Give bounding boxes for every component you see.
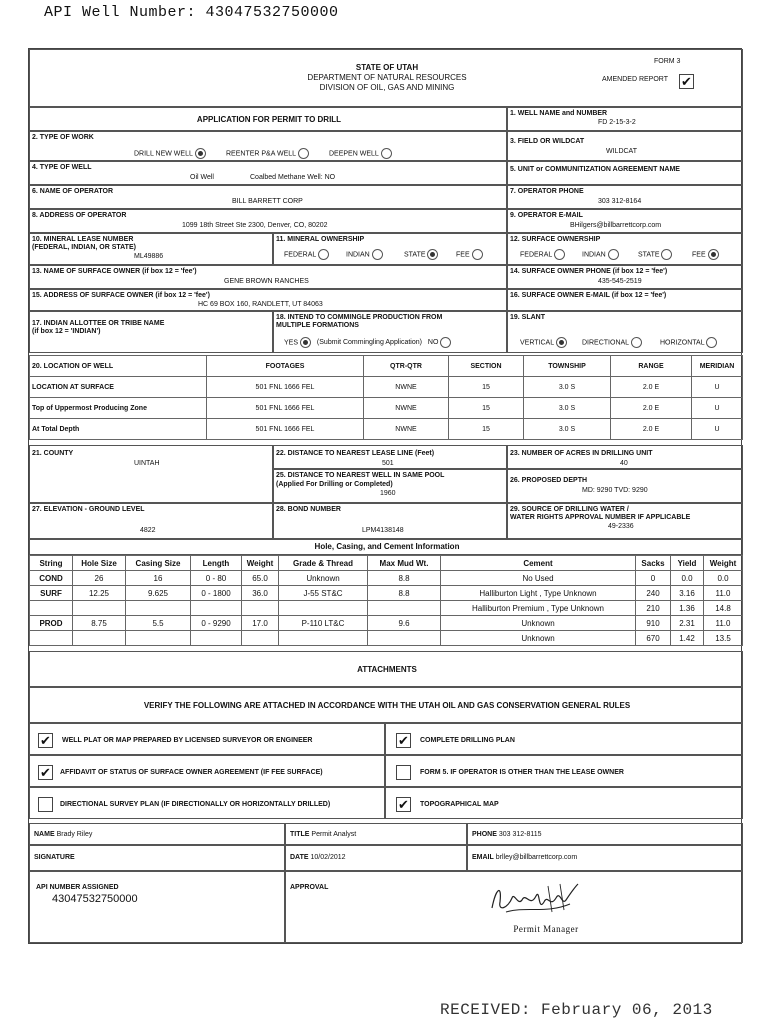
mineral-fee-radio[interactable] [472,249,483,260]
field-2 [29,131,507,161]
verify-cell [29,687,743,723]
field-16-label: 16. SURFACE OWNER E-MAIL (if box 12 = 'fee') [510,292,667,299]
yield-cell: 3.16 [671,586,704,601]
mineral-state-label: STATE [404,251,426,259]
slant-directional-radio[interactable] [631,337,642,348]
meridian-cell: U [692,377,743,398]
field-5 [507,161,743,185]
field-10-label: 10. MINERAL LEASE NUMBER [32,236,134,243]
field-14-label: 14. SURFACE OWNER PHONE (if box 12 = 'fee') [510,268,668,275]
api-assigned-value: 43047532750000 [52,893,138,905]
field-4 [29,161,507,185]
field-23-label: 23. NUMBER OF ACRES IN DRILLING UNIT [510,450,653,457]
section-col-header: SECTION [449,356,524,377]
attachment-1-label: WELL PLAT OR MAP PREPARED BY LICENSED SURVEYOR OR ENGINEER [62,737,313,744]
casing-size-cell: 9.625 [126,586,191,601]
approval-signature [486,878,586,920]
field-28 [273,503,507,539]
field-17 [29,311,273,353]
work-option-deepen [329,148,392,159]
field-3 [507,131,743,161]
cement-weight-cell: 0.0 [704,571,743,586]
table-row [30,616,743,631]
string-col-header: String [30,556,73,571]
field-26 [507,469,743,503]
field-29 [507,503,743,539]
weight-cell [242,631,279,646]
sacks-col-header: Sacks [636,556,671,571]
table-row [30,586,743,601]
slant-horizontal-radio[interactable] [706,337,717,348]
mineral-federal-radio[interactable] [318,249,329,260]
bond-number-value: LPM4138148 [362,527,404,534]
grade-cell: Unknown [279,571,368,586]
proposed-depth-value: MD: 9290 TVD: 9290 [582,487,648,494]
surface-state-label: STATE [638,251,660,259]
field-29-sublabel: WATER RIGHTS APPROVAL NUMBER IF APPLICABLE [510,514,691,521]
hole-size-cell: 8.75 [73,616,126,631]
field-6-label: 6. NAME OF OPERATOR [32,188,114,195]
grade-cell [279,601,368,616]
table-row [30,377,743,398]
field-18-sublabel: MULTIPLE FORMATIONS [276,322,359,329]
string-cell: COND [30,571,73,586]
field-25-sublabel: (Applied For Drilling or Completed) [276,481,393,488]
casing-size-col-header: Casing Size [126,556,191,571]
surface-indian-label: INDIAN [582,251,606,259]
length-col-header: Length [191,556,242,571]
nearest-well-value: 1960 [380,490,396,497]
form-number: FORM 3 [654,58,681,65]
casing-title: Hole, Casing, and Cement Information [314,542,460,551]
weight-cell: 65.0 [242,571,279,586]
yield-cell: 1.36 [671,601,704,616]
hole-size-col-header: Hole Size [73,556,126,571]
api-well-number-header: API Well Number: 43047532750000 [44,4,339,21]
yield-cell: 2.31 [671,616,704,631]
phone-label: PHONE [472,831,497,838]
field-14 [507,265,743,289]
field-25-label: 25. DISTANCE TO NEAREST WELL IN SAME POOL [276,472,445,479]
field-10-sublabel: (FEDERAL, INDIAN, OR STATE) [32,244,136,251]
cement-weight-cell: 14.8 [704,601,743,616]
signature-label: SIGNATURE [34,854,75,861]
phone-value: 303 312-8115 [498,831,542,838]
attachments-title-cell [29,651,743,687]
deepen-radio[interactable] [381,148,392,159]
email-cell [467,845,743,871]
field-9-label: 9. OPERATOR E-MAIL [510,212,583,219]
footages-cell: 501 FNL 1666 FEL [207,419,364,440]
meridian-col-header: MERIDIAN [692,356,743,377]
cement-weight-cell: 11.0 [704,616,743,631]
name-label: NAME [34,831,55,838]
attachment-1-checkbox[interactable]: ✔ [38,733,53,748]
field-26-label: 26. PROPOSED DEPTH [510,477,588,484]
field-29-label: 29. SOURCE OF DRILLING WATER / [510,506,629,513]
commingle-yes-label: YES [284,339,299,347]
attachment-4-label: FORM 5. IF OPERATOR IS OTHER THAN THE LEASE OWNER [420,769,624,776]
verify-text: VERIFY THE FOLLOWING ARE ATTACHED IN ACCORDANCE WITH THE UTAH OIL AND GAS CONSERVATION GENERAL RULES [143,701,631,710]
attachment-3-label: AFFIDAVIT OF STATUS OF SURFACE OWNER AGREEMENT (IF FEE SURFACE) [60,769,323,776]
casing-size-cell: 16 [126,571,191,586]
location-cell: LOCATION AT SURFACE [30,377,207,398]
field-5-label: 5. UNIT or COMMUNITIZATION AGREEMENT NAME [510,166,680,173]
grade-cell [279,631,368,646]
api-assigned-label: API NUMBER ASSIGNED [36,884,119,891]
table-row [30,398,743,419]
sacks-cell: 670 [636,631,671,646]
slant-directional-label: DIRECTIONAL [582,339,629,347]
grade-cell: J-55 ST&C [279,586,368,601]
range-col-header: RANGE [611,356,692,377]
field-10 [29,233,273,265]
string-cell [30,631,73,646]
work-option-drill-new [134,148,206,159]
cement-cell: Halliburton Premium , Type Unknown [441,601,636,616]
application-title: APPLICATION FOR PERMIT TO DRILL [196,115,342,124]
cement-weight-col-header: Weight [704,556,743,571]
range-cell: 2.0 E [611,377,692,398]
attachment-4 [385,755,743,787]
surface-fee-label: FEE [692,251,706,259]
surface-owner-phone-value: 435-545-2519 [598,278,642,285]
field-1 [507,107,743,131]
field-11 [273,233,507,265]
operator-email-value: BHilgers@billbarrettcorp.com [570,222,662,229]
range-cell: 2.0 E [611,398,692,419]
field-15-label: 15. ADDRESS OF SURFACE OWNER (if box 12 = 'fee') [32,292,210,299]
title-label: TITLE [290,831,310,838]
footages-cell: 501 FNL 1666 FEL [207,398,364,419]
mud-cell: 9.6 [368,616,441,631]
state-title: STATE OF UTAH [355,63,419,72]
casing-size-cell [126,601,191,616]
table-row [30,631,743,646]
attachment-6-label: TOPOGRAPHICAL MAP [420,801,499,808]
cement-cell: No Used [441,571,636,586]
length-cell: 0 - 1800 [191,586,242,601]
section-cell: 15 [449,377,524,398]
field-7 [507,185,743,209]
location-cell: Top of Uppermost Producing Zone [30,398,207,419]
date-label: DATE [290,854,309,861]
weight-cell [242,601,279,616]
mud-cell [368,601,441,616]
surface-fee-radio[interactable] [708,249,719,260]
attachment-5 [29,787,385,819]
lease-line-value: 501 [382,460,394,467]
drill-new-well-radio[interactable] [195,148,206,159]
township-cell: 3.0 S [524,419,611,440]
field-17-label: 17. INDIAN ALLOTTEE OR TRIBE NAME [32,320,165,327]
cement-weight-cell: 11.0 [704,586,743,601]
length-cell [191,601,242,616]
surface-indian-radio[interactable] [608,249,619,260]
field-19 [507,311,743,353]
coalbed-value: Coalbed Methane Well: NO [250,174,336,181]
water-rights-value: 49-2336 [608,523,634,530]
drill-new-well-label: DRILL NEW WELL [134,150,193,158]
field-25 [273,469,507,503]
phone-cell [467,823,743,845]
yield-cell: 0.0 [671,571,704,586]
casing-size-cell [126,631,191,646]
qtr-cell: NWNE [364,398,449,419]
mineral-federal-label: FEDERAL [284,251,317,259]
field-18-label: 18. INTEND TO COMMINGLE PRODUCTION FROM [276,314,443,321]
field-8-label: 8. ADDRESS OF OPERATOR [32,212,127,219]
field-22 [273,445,507,469]
sacks-cell: 210 [636,601,671,616]
mud-cell: 8.8 [368,571,441,586]
field-23 [507,445,743,469]
operator-name-value: BILL BARRETT CORP [232,198,303,205]
attachment-6 [385,787,743,819]
string-cell: PROD [30,616,73,631]
hole-size-cell [73,601,126,616]
attachment-2-checkbox[interactable]: ✔ [396,733,411,748]
location-header-row [30,356,743,377]
date-cell [285,845,467,871]
hole-size-cell: 12.25 [73,586,126,601]
title-value: Permit Analyst [311,831,357,838]
cement-col-header: Cement [441,556,636,571]
table-row [30,571,743,586]
qtr-cell: NWNE [364,377,449,398]
footages-cell: 501 FNL 1666 FEL [207,377,364,398]
date-value: 10/02/2012 [310,854,346,861]
meridian-cell: U [692,419,743,440]
surface-owner-address-value: HC 69 BOX 160, RANDLETT, UT 84063 [198,301,323,308]
division-title: DIVISION OF OIL, GAS AND MINING [319,83,455,92]
received-stamp: RECEIVED: February 06, 2013 [440,1001,713,1019]
field-9 [507,209,743,233]
casing-header-row [30,556,743,571]
attachment-5-checkbox[interactable] [38,797,53,812]
location-cell: At Total Depth [30,419,207,440]
attachment-3 [29,755,385,787]
commingle-yes-radio[interactable] [300,337,311,348]
section-cell: 15 [449,419,524,440]
field-12 [507,233,743,265]
table-row [30,419,743,440]
attachment-1 [29,723,385,755]
deepen-label: DEEPEN WELL [329,150,379,158]
table-row [30,601,743,616]
field-28-label: 28. BOND NUMBER [276,506,341,513]
casing-table [29,555,743,646]
utah-form-3 [28,48,742,944]
amended-report-checkbox[interactable]: ✔ [679,74,694,89]
name-value: Brady Riley [56,831,93,838]
operator-phone-value: 303 312-8164 [598,198,642,205]
township-cell: 3.0 S [524,377,611,398]
length-cell [191,631,242,646]
surface-federal-label: FEDERAL [520,251,553,259]
field-21-label: 21. COUNTY [32,450,74,457]
surface-federal-radio[interactable] [554,249,565,260]
field-7-label: 7. OPERATOR PHONE [510,188,584,195]
cement-cell: Unknown [441,616,636,631]
mud-cell [368,631,441,646]
operator-address-value: 1099 18th Street Ste 2300, Denver, CO, 80202 [182,222,328,229]
county-value: UINTAH [134,460,160,467]
yield-cell: 1.42 [671,631,704,646]
mineral-fee-label: FEE [456,251,470,259]
cement-weight-cell: 13.5 [704,631,743,646]
elevation-value: 4822 [140,527,156,534]
email-value: brlley@billbarrettcorp.com [495,854,578,861]
cement-cell: Unknown [441,631,636,646]
cement-cell: Halliburton Light , Type Unknown [441,586,636,601]
field-2-label: 2. TYPE OF WORK [32,134,94,141]
field-22-label: 22. DISTANCE TO NEAREST LEASE LINE (Feet) [276,450,435,457]
permit-manager-caption: Permit Manager [513,924,579,934]
field-17-sublabel: (if box 12 = 'INDIAN') [32,328,101,335]
field-13-label: 13. NAME OF SURFACE OWNER (if box 12 = 'fee') [32,268,197,275]
signature-cell [29,845,285,871]
string-cell: SURF [30,586,73,601]
department-title: DEPARTMENT OF NATURAL RESOURCES [307,73,467,82]
field-wildcat-value: WILDCAT [606,148,637,155]
footages-col-header: FOOTAGES [207,356,364,377]
location-table [29,355,743,440]
length-cell: 0 - 9290 [191,616,242,631]
field-21 [29,445,273,503]
commingle-submit-note: (Submit Commingling Application) [316,339,422,347]
mud-col-header: Max Mud Wt. [368,556,441,571]
casing-size-cell: 5.5 [126,616,191,631]
surface-owner-value: GENE BROWN RANCHES [224,278,309,285]
weight-cell: 36.0 [242,586,279,601]
amended-report-label: AMENDED REPORT [602,76,668,83]
weight-cell: 17.0 [242,616,279,631]
slant-horizontal-label: HORIZONTAL [660,339,705,347]
work-option-reenter [226,148,309,159]
field-4-label: 4. TYPE OF WELL [32,164,92,171]
field-15 [29,289,507,311]
attachment-2-label: COMPLETE DRILLING PLAN [420,737,515,744]
approval-cell [285,871,743,943]
reenter-radio[interactable] [298,148,309,159]
well-type-value: Oil Well [190,174,214,181]
hole-size-cell: 26 [73,571,126,586]
field-16 [507,289,743,311]
commingle-no-label: NO [427,339,439,347]
grade-col-header: Grade & Thread [279,556,368,571]
slant-vertical-radio[interactable] [556,337,567,348]
string-cell [30,601,73,616]
commingle-no-radio[interactable] [440,337,451,348]
casing-title-cell [29,539,743,555]
mineral-indian-label: INDIAN [346,251,370,259]
sacks-cell: 910 [636,616,671,631]
grade-cell: P-110 LT&C [279,616,368,631]
mud-cell: 8.8 [368,586,441,601]
yield-col-header: Yield [671,556,704,571]
email-label: EMAIL [472,854,494,861]
field-3-label: 3. FIELD OR WILDCAT [510,138,585,145]
sacks-cell: 0 [636,571,671,586]
approval-label: APPROVAL [290,884,329,891]
meridian-cell: U [692,398,743,419]
field-19-label: 19. SLANT [510,314,546,321]
qtr-cell: NWNE [364,419,449,440]
qtr-col-header: QTR-QTR [364,356,449,377]
weight-col-header: Weight [242,556,279,571]
field-1-label: 1. WELL NAME and NUMBER [510,110,608,117]
acres-value: 40 [620,460,628,467]
mineral-indian-radio[interactable] [372,249,383,260]
attachment-5-label: DIRECTIONAL SURVEY PLAN (IF DIRECTIONALLY OR HORIZONTALLY DRILLED) [60,801,331,808]
attachment-3-checkbox[interactable]: ✔ [38,765,53,780]
surface-state-radio[interactable] [661,249,672,260]
attachments-title: ATTACHMENTS [357,665,417,674]
township-col-header: TOWNSHIP [524,356,611,377]
mineral-lease-value: ML49886 [134,253,164,260]
section-cell: 15 [449,398,524,419]
hole-size-cell [73,631,126,646]
field-27 [29,503,273,539]
name-cell [29,823,285,845]
attachment-2 [385,723,743,755]
title-cell [285,823,467,845]
field-6 [29,185,507,209]
attachment-4-checkbox[interactable] [396,765,411,780]
slant-vertical-label: VERTICAL [520,339,554,347]
field-27-label: 27. ELEVATION - GROUND LEVEL [32,506,145,513]
range-cell: 2.0 E [611,419,692,440]
field-8 [29,209,507,233]
field-13 [29,265,507,289]
mineral-state-radio[interactable] [427,249,438,260]
reenter-label: REENTER P&A WELL [226,150,296,158]
api-assigned-cell [29,871,285,943]
well-name-value: FD 2-15-3-2 [598,119,636,126]
sacks-cell: 240 [636,586,671,601]
township-cell: 3.0 S [524,398,611,419]
form-header [29,49,743,107]
location-col-header: 20. LOCATION OF WELL [30,356,207,377]
application-title-cell [29,107,507,131]
length-cell: 0 - 80 [191,571,242,586]
attachment-6-checkbox[interactable]: ✔ [396,797,411,812]
field-12-label: 12. SURFACE OWNERSHIP [510,236,601,243]
field-18 [273,311,507,353]
field-11-label: 11. MINERAL OWNERSHIP [276,236,365,243]
